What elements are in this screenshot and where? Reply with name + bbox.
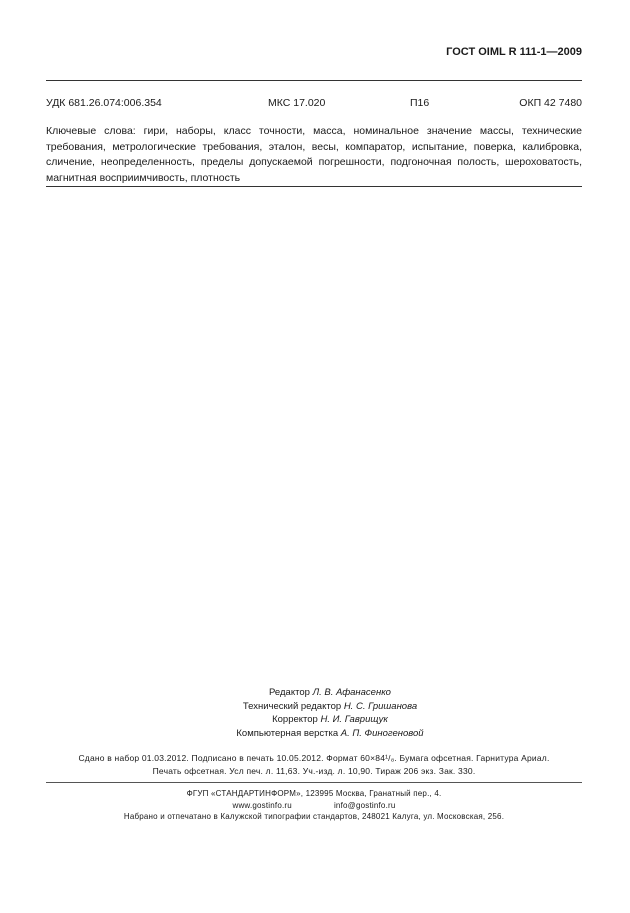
print-divider — [46, 782, 582, 783]
top-divider — [46, 80, 582, 81]
editor-role: Редактор — [269, 687, 310, 698]
publisher-line-1: ФГУП «СТАНДАРТИНФОРМ», 123995 Москва, Гранатный пер., 4. — [186, 789, 442, 798]
document-code: ГОСТ OIML R 111-1—2009 — [446, 46, 582, 58]
publisher-website[interactable]: www.gostinfo.ru — [232, 800, 292, 810]
mks-code: МКС 17.020 — [268, 97, 326, 109]
print-info-block — [46, 752, 582, 778]
corrector-line — [200, 713, 460, 727]
publisher-contacts — [46, 800, 582, 812]
publisher-email[interactable]: info@gostinfo.ru — [333, 800, 396, 810]
tech-editor-line — [200, 700, 460, 714]
group-code: П16 — [410, 97, 430, 109]
publisher-line-3: Набрано и отпечатано в Калужской типографии стандартов, 248021 Калуга, ул. Московская, 256. — [123, 812, 505, 821]
publisher-block — [46, 788, 582, 823]
layout-role: Компьютерная верстка — [236, 727, 339, 739]
print-info-line-1: Сдано в набор 01.03.2012. Подписано в печать 10.05.2012. Формат 60×84¹/₈. Бумага офсетная. Гарнитура Ариал. — [78, 753, 550, 763]
keywords-paragraph: Ключевые слова: гири, наборы, класс точности, масса, номинальное значение массы, технические требования, метрологические требования, эталон, весы, компаратор, испытание, поверка, калибровка, сличение, неопределенность, пределы допускаемой погрешности, подгоночная полость, шероховатость, магнитная восприимчивость, плотность — [46, 125, 582, 184]
tech-editor-name: Н. С. Гришанова — [343, 700, 418, 712]
corrector-role: Корректор — [272, 714, 318, 725]
udk-code: УДК 681.26.074:006.354 — [46, 97, 162, 109]
classification-row — [46, 97, 582, 111]
layout-name: А. П. Финогеновой — [340, 727, 424, 739]
credits-block — [200, 686, 460, 740]
print-info-line-2: Печать офсетная. Усл печ. л. 11,63. Уч.-изд. л. 10,90. Тираж 206 экз. Зак. 330. — [152, 766, 476, 776]
okp-code: ОКП 42 7480 — [519, 97, 582, 109]
tech-editor-role: Технический редактор — [242, 700, 342, 712]
editor-line — [200, 686, 460, 700]
keywords-divider — [46, 186, 582, 187]
editor-name: Л. В. Афанасенко — [312, 687, 391, 698]
layout-line — [200, 727, 460, 741]
corrector-name: Н. И. Гаврищук — [320, 714, 388, 725]
